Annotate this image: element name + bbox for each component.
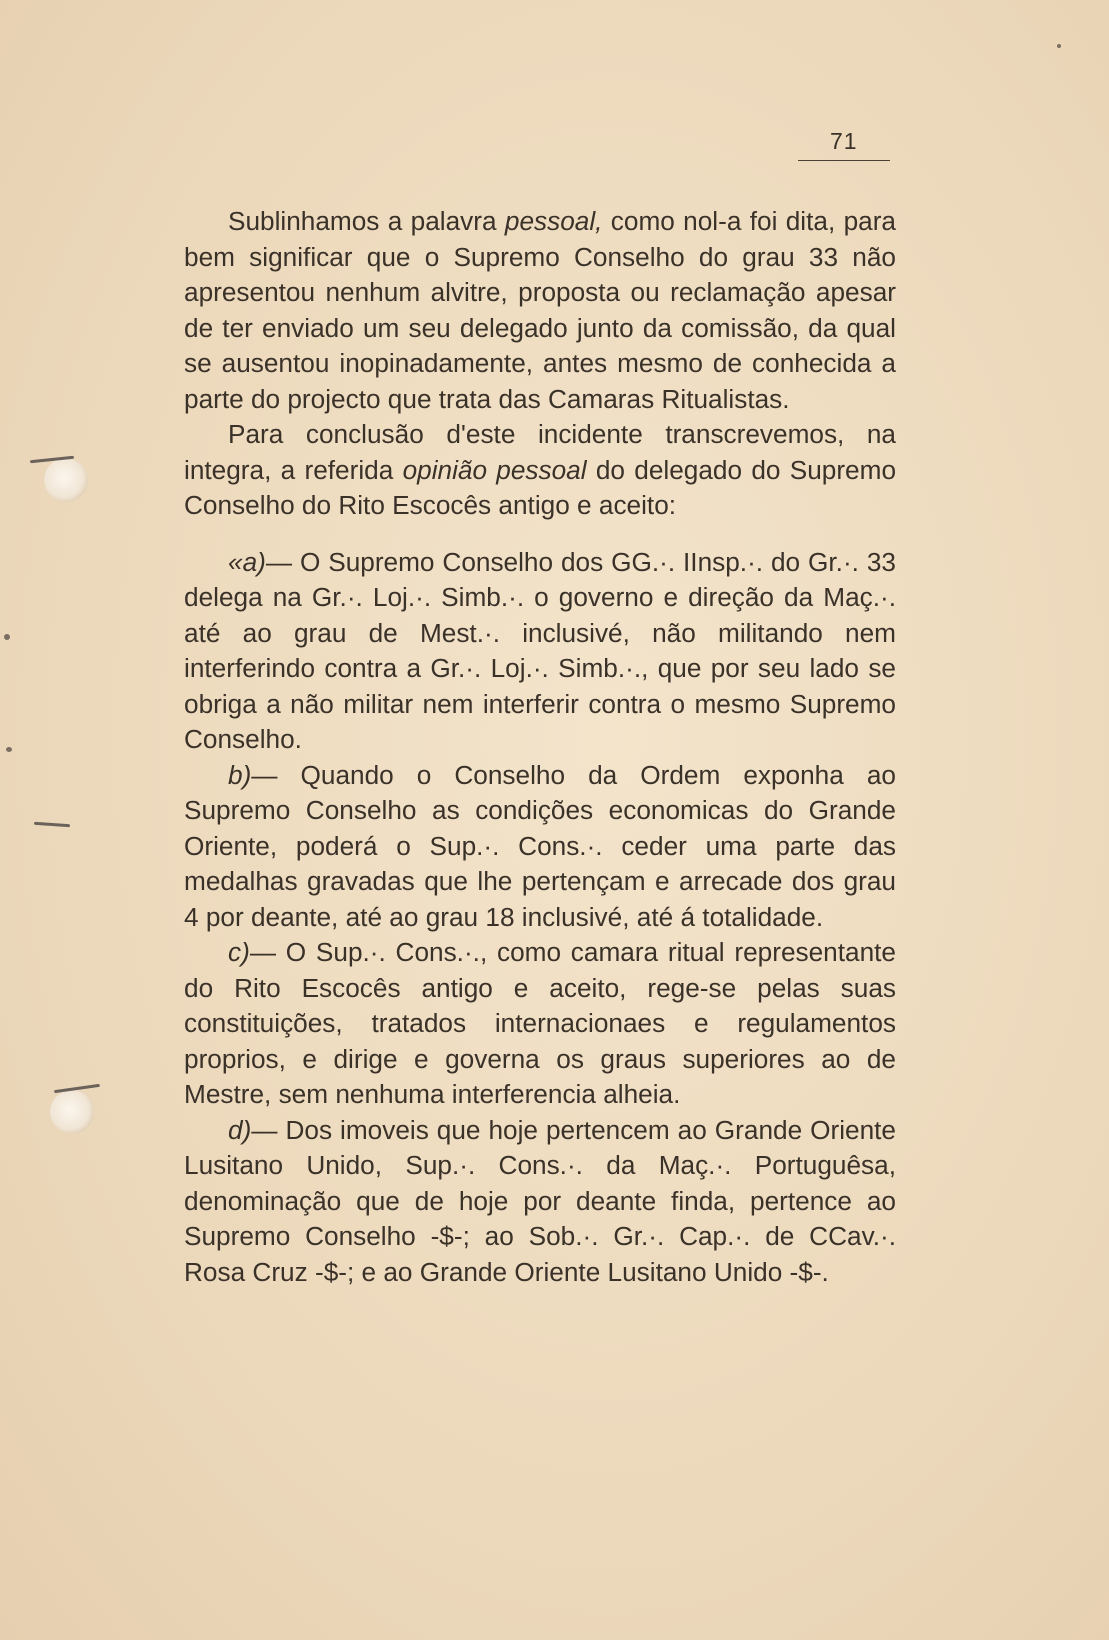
- clause-b-text: — Quando o Conselho da Ordem exponha ao Supremo Conselho as condições economicas do Grande Oriente, poderá o Sup.·. Cons.·. ceder uma parte das medalhas gravadas que lhe pertençam e arrecade dos grau 4 por deante, até ao grau 18 inclusivé, até á totalidade.: [184, 759, 896, 932]
- clause-b-marker: b): [228, 759, 252, 790]
- clause-d-marker: d): [228, 1114, 252, 1145]
- binding-hole-middle-edge: [34, 822, 70, 828]
- paragraph-2-text-before: Para conclusão d'este incidente transcrevemos, na integra, a referida: [184, 419, 896, 485]
- clause-c-text: — O Sup.·. Cons.·., como camara ritual representante do Rito Escocês antigo e aceito, rege-se pelas suas constituições, tratados internacionaes e regulamentos proprios, e dirige e governa os graus superiores ao de Mestre, sem nenhuma interferencia alheia.: [184, 937, 896, 1109]
- paragraph-1: [184, 204, 896, 417]
- clause-a-marker: «a): [228, 546, 266, 577]
- clause-d: [184, 1113, 896, 1291]
- binding-hole-bottom: [50, 1090, 94, 1134]
- clause-c: [184, 935, 896, 1113]
- paper-speck: [6, 747, 12, 752]
- clause-a: [184, 545, 896, 758]
- paragraph-2-text-after: do delegado do Supremo Conselho do Rito Escocês antigo e aceito:: [184, 454, 897, 520]
- paragraph-2: [184, 417, 896, 524]
- clause-d-text: — Dos imoveis que hoje pertencem ao Grande Oriente Lusitano Unido, Sup.·. Cons.·. da Maç.·. Portuguêsa, denominação que de hoje por deante finda, pertence ao Supremo Conselho -$-; ao Sob.·. Gr.·. Cap.·. de CCav.·. Rosa Cruz -$-; e ao Grande Oriente Lusitano Unido -$-.: [184, 1114, 896, 1287]
- page-number: 71: [830, 128, 858, 154]
- clause-c-marker: c): [228, 937, 250, 967]
- page-number-rule: [798, 160, 890, 161]
- paper-speck: [4, 634, 10, 640]
- paragraph-2-emphasis: opinião pessoal: [402, 454, 587, 485]
- paragraph-1-text-after: como nol-a foi dita, para bem significar que o Supremo Conselho do grau 33 não apresentou nenhum alvitre, proposta ou reclamação apesar de ter enviado um seu delegado junto da comissão, da qual se ausentou inopinadamente, antes mesmo de conhecida a parte do projecto que trata das Camaras Ritualistas.: [184, 206, 896, 414]
- paper-speck: [1057, 44, 1061, 48]
- paragraph-1-text-before: Sublinhamos a palavra: [228, 206, 505, 236]
- clause-a-text: — O Supremo Conselho dos GG.·. IInsp.·. do Gr.·. 33 delega na Gr.·. Loj.·. Simb.·. o governo e direção da Maç.·. até ao grau de Mest.·. inclusivé, não militando nem interferindo contra a Gr.·. Loj.·. Simb.·., que por seu lado se obriga a não militar nem interferir contra o mesmo Supremo Conselho.: [184, 546, 896, 754]
- clause-b: [184, 758, 896, 936]
- paragraph-1-emphasis: pessoal,: [504, 206, 603, 236]
- body-text: [184, 204, 896, 1290]
- binding-hole-top: [44, 458, 88, 502]
